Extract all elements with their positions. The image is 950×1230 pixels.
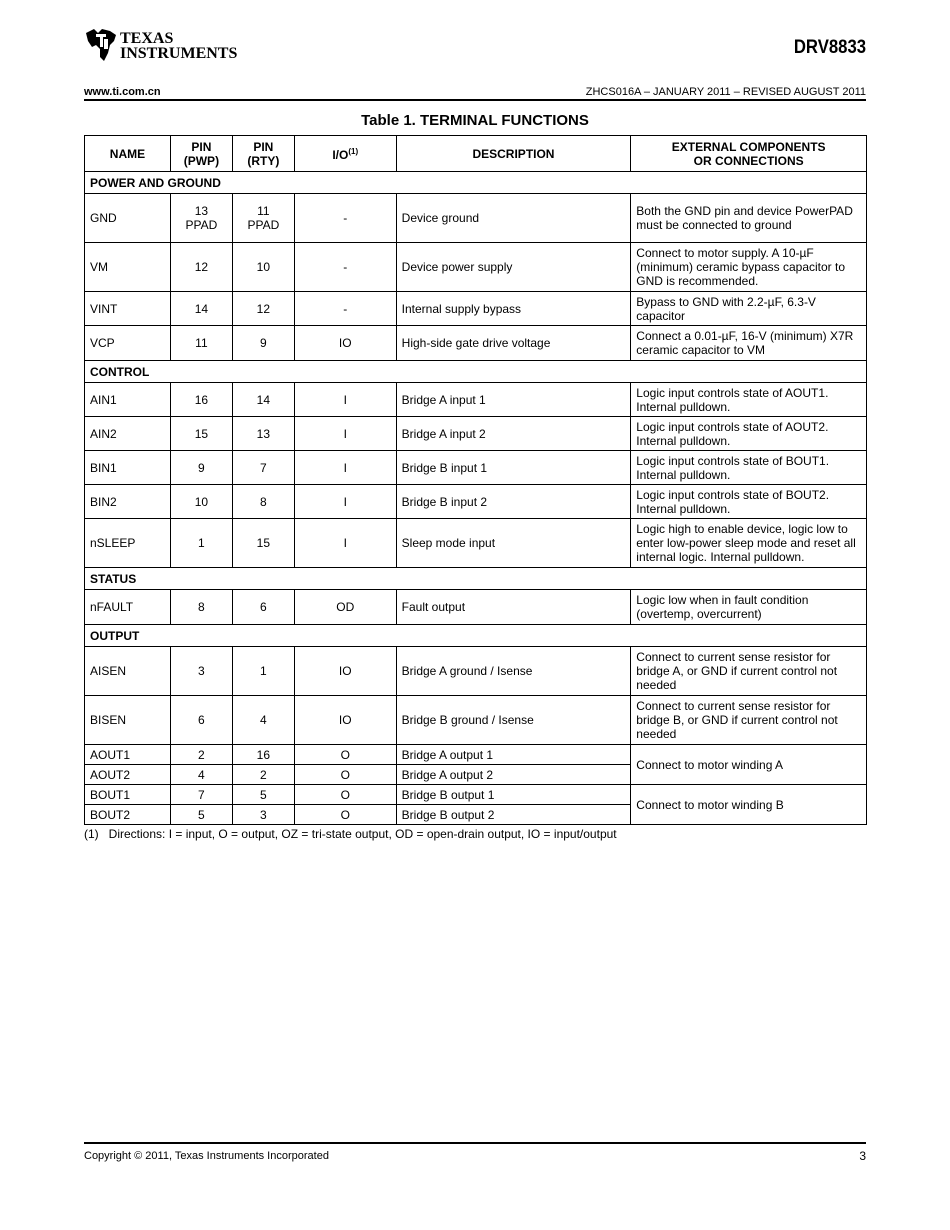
cell-ext: Logic high to enable device, logic low to enter low-power sleep mode and reset all internal logic. Internal pulldown. — [631, 519, 867, 568]
cell-ext: Both the GND pin and device PowerPAD must be connected to ground — [631, 194, 867, 243]
terminal-functions-table — [84, 135, 867, 825]
cell-name: BOUT2 — [85, 805, 171, 825]
cell-io: I — [294, 417, 396, 451]
cell-ext: Connect to motor winding B — [631, 785, 867, 825]
cell-ext: Connect to motor winding A — [631, 745, 867, 785]
cell-desc: Bridge B input 2 — [396, 485, 631, 519]
cell-io: IO — [294, 326, 396, 361]
cell-pwp: 3 — [170, 647, 232, 696]
site-url[interactable]: www.ti.com.cn — [84, 86, 161, 98]
cell-pwp: 16 — [170, 383, 232, 417]
cell-rty: 14 — [232, 383, 294, 417]
cell-rty: 2 — [232, 765, 294, 785]
cell-pwp: 2 — [170, 745, 232, 765]
cell-ext: Logic input controls state of AOUT1. Internal pulldown. — [631, 383, 867, 417]
cell-name: VINT — [85, 292, 171, 326]
cell-pwp: 11 — [170, 326, 232, 361]
cell-ext: Logic input controls state of BOUT1. Internal pulldown. — [631, 451, 867, 485]
cell-name: AIN2 — [85, 417, 171, 451]
cell-rty: 13 — [232, 417, 294, 451]
section-row — [85, 172, 867, 194]
cell-name: BIN2 — [85, 485, 171, 519]
cell-io: I — [294, 519, 396, 568]
cell-rty: 1 — [232, 647, 294, 696]
doc-number: ZHCS016A – JANUARY 2011 – REVISED AUGUST 2011 — [585, 86, 866, 98]
cell-pwp: 13 PPAD — [170, 194, 232, 243]
header-name: NAME — [85, 136, 171, 172]
cell-name: nFAULT — [85, 590, 171, 625]
cell-io: IO — [294, 696, 396, 745]
cell-desc: Bridge B output 2 — [396, 805, 631, 825]
cell-ext: Connect a 0.01-µF, 16-V (minimum) X7R ceramic capacitor to VM — [631, 326, 867, 361]
cell-desc: Bridge A output 1 — [396, 745, 631, 765]
footer-rule — [84, 1142, 866, 1144]
ti-logo-icon — [84, 27, 118, 63]
footnote-text: Directions: I = input, O = output, OZ = tri-state output, OD = open-drain output, IO = input/output — [108, 827, 617, 841]
table-header-row — [85, 136, 867, 172]
table-row — [85, 326, 867, 361]
cell-pwp: 5 — [170, 805, 232, 825]
cell-rty: 6 — [232, 590, 294, 625]
footnote-ref: (1) — [348, 147, 359, 156]
cell-io: I — [294, 383, 396, 417]
cell-name: VCP — [85, 326, 171, 361]
table-row — [85, 745, 867, 765]
logo-line1: TEXAS — [120, 30, 174, 47]
cell-name: AOUT1 — [85, 745, 171, 765]
cell-rty: 11 PPAD — [232, 194, 294, 243]
cell-name: AISEN — [85, 647, 171, 696]
table-row — [85, 590, 867, 625]
table-row — [85, 194, 867, 243]
cell-rty: 10 — [232, 243, 294, 292]
cell-rty: 9 — [232, 326, 294, 361]
cell-rty: 16 — [232, 745, 294, 765]
section-row — [85, 568, 867, 590]
header-io: $I/O^{(1)}$ — [294, 136, 396, 172]
cell-io: I — [294, 451, 396, 485]
table-row — [85, 485, 867, 519]
cell-io: OD — [294, 590, 396, 625]
cell-io: I — [294, 485, 396, 519]
cell-io: O — [294, 805, 396, 825]
cell-rty: 4 — [232, 696, 294, 745]
cell-io: O — [294, 745, 396, 765]
table-row — [85, 519, 867, 568]
doc-title: DRV8833 — [793, 37, 866, 58]
section-control: CONTROL — [85, 361, 867, 383]
cell-ext: Logic input controls state of BOUT2. Internal pulldown. — [631, 485, 867, 519]
cell-pwp: 14 — [170, 292, 232, 326]
cell-name: BISEN — [85, 696, 171, 745]
cell-rty: 8 — [232, 485, 294, 519]
cell-name: nSLEEP — [85, 519, 171, 568]
cell-pwp: 9 — [170, 451, 232, 485]
cell-desc: Bridge B output 1 — [396, 785, 631, 805]
table-row — [85, 292, 867, 326]
cell-ext: Logic input controls state of AOUT2. Internal pulldown. — [631, 417, 867, 451]
cell-io: O — [294, 765, 396, 785]
table-footnote — [84, 827, 617, 841]
cell-rty: 7 — [232, 451, 294, 485]
footnote-number: (1) — [84, 827, 99, 841]
cell-desc: Device ground — [396, 194, 631, 243]
cell-pwp: 12 — [170, 243, 232, 292]
cell-desc: Device power supply — [396, 243, 631, 292]
cell-desc: Sleep mode input — [396, 519, 631, 568]
copyright: Copyright © 2011, Texas Instruments Incorporated — [84, 1150, 329, 1162]
cell-desc: Bridge A input 2 — [396, 417, 631, 451]
cell-desc: Internal supply bypass — [396, 292, 631, 326]
cell-ext: Logic low when in fault condition (overtemp, overcurrent) — [631, 590, 867, 625]
cell-desc: Bridge A input 1 — [396, 383, 631, 417]
cell-name: AOUT2 — [85, 765, 171, 785]
ti-logo-wordmark — [120, 31, 237, 61]
section-output: OUTPUT — [85, 625, 867, 647]
cell-ext: Connect to motor supply. A 10-µF (minimum) ceramic bypass capacitor to GND is recommended. — [631, 243, 867, 292]
table-title: Table 1. TERMINAL FUNCTIONS — [361, 112, 589, 129]
logo-line2: INSTRUMENTS — [120, 45, 238, 62]
cell-desc: Fault output — [396, 590, 631, 625]
cell-name: GND — [85, 194, 171, 243]
table-row — [85, 383, 867, 417]
cell-ext: Bypass to GND with 2.2-µF, 6.3-V capacitor — [631, 292, 867, 326]
cell-io: - — [294, 243, 396, 292]
cell-pwp: 6 — [170, 696, 232, 745]
cell-io: - — [294, 292, 396, 326]
cell-desc: Bridge A output 2 — [396, 765, 631, 785]
cell-pwp: 8 — [170, 590, 232, 625]
table-row — [85, 696, 867, 745]
table-row — [85, 647, 867, 696]
header-rule — [84, 99, 866, 101]
cell-pwp: 15 — [170, 417, 232, 451]
cell-name: VM — [85, 243, 171, 292]
section-row — [85, 625, 867, 647]
cell-pwp: 1 — [170, 519, 232, 568]
cell-ext: Connect to current sense resistor for bridge B, or GND if current control not needed — [631, 696, 867, 745]
cell-pwp: 10 — [170, 485, 232, 519]
cell-desc: High-side gate drive voltage — [396, 326, 631, 361]
cell-ext: Connect to current sense resistor for bridge A, or GND if current control not needed — [631, 647, 867, 696]
cell-desc: Bridge A ground / Isense — [396, 647, 631, 696]
table-row — [85, 451, 867, 485]
section-status: STATUS — [85, 568, 867, 590]
section-power: POWER AND GROUND — [85, 172, 867, 194]
cell-pwp: 4 — [170, 765, 232, 785]
cell-rty: 5 — [232, 785, 294, 805]
cell-io: - — [294, 194, 396, 243]
header-pin-pwp: PIN (PWP) — [170, 136, 232, 172]
table-row — [85, 417, 867, 451]
cell-rty: 15 — [232, 519, 294, 568]
cell-io: O — [294, 785, 396, 805]
cell-rty: 3 — [232, 805, 294, 825]
header-description: DESCRIPTION — [396, 136, 631, 172]
cell-pwp: 7 — [170, 785, 232, 805]
header-external: EXTERNAL COMPONENTS OR CONNECTIONS — [631, 136, 867, 172]
cell-desc: Bridge B input 1 — [396, 451, 631, 485]
cell-rty: 12 — [232, 292, 294, 326]
cell-name: AIN1 — [85, 383, 171, 417]
cell-io: IO — [294, 647, 396, 696]
section-row — [85, 361, 867, 383]
cell-desc: Bridge B ground / Isense — [396, 696, 631, 745]
cell-name: BIN1 — [85, 451, 171, 485]
table-row — [85, 785, 867, 805]
header-pin-rty: PIN (RTY) — [232, 136, 294, 172]
page-number: 3 — [859, 1149, 866, 1163]
table-row — [85, 243, 867, 292]
cell-name: BOUT1 — [85, 785, 171, 805]
